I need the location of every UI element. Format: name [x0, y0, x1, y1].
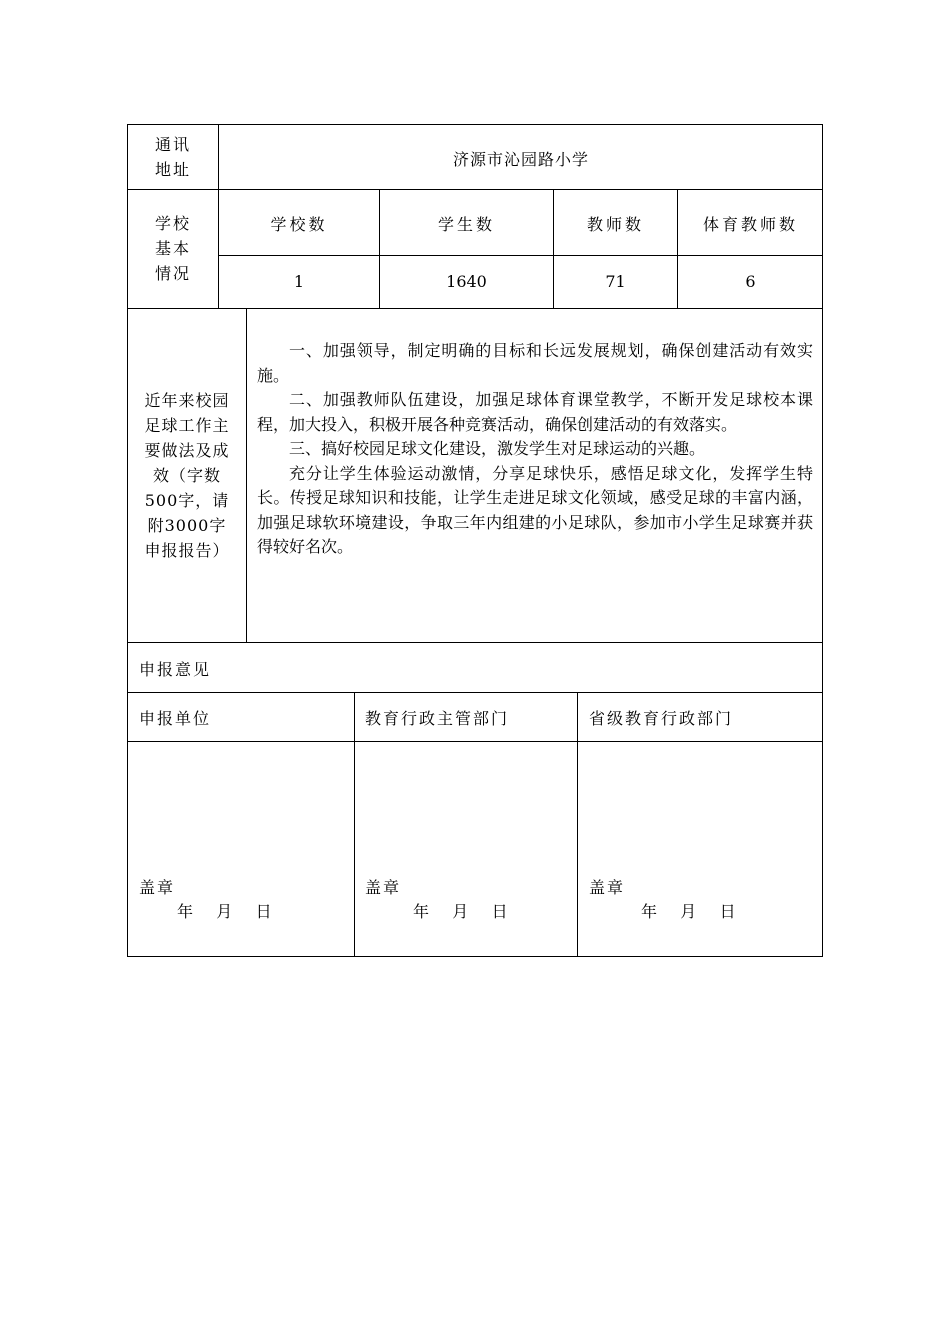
- basic-info-label: [128, 211, 218, 286]
- date-year: 年: [641, 902, 660, 921]
- practices-label-line: 近年来校园: [144, 391, 230, 410]
- practices-paragraph: 三、搞好校园足球文化建设，激发学生对足球运动的兴趣。: [289, 439, 706, 458]
- row-divider: [127, 692, 823, 693]
- column-divider: [677, 189, 678, 309]
- date-month: 月: [680, 902, 699, 921]
- date-day: 日: [491, 902, 510, 921]
- column-divider: [553, 189, 554, 309]
- column-divider: [246, 308, 247, 643]
- practices-label-line: 足球工作主: [144, 416, 230, 435]
- header-teacher-count: 教师数: [586, 215, 644, 234]
- opinion-col-edu-admin: 教育行政主管部门: [365, 709, 510, 728]
- address-label-line: 地址: [154, 160, 191, 179]
- row-divider: [127, 308, 823, 309]
- practices-label-line: 申报报告）: [144, 541, 230, 560]
- practices-label-line: 效（字数: [152, 466, 221, 485]
- date-line: [641, 899, 738, 922]
- seal-label: 盖章: [365, 878, 402, 897]
- row-divider: [218, 255, 823, 256]
- seal-label: 盖章: [589, 878, 626, 897]
- practices-label-line: 附3000字: [147, 516, 227, 535]
- basic-info-label-line: 情况: [154, 264, 191, 283]
- address-value: 济源市沁园路小学: [452, 150, 589, 169]
- opinion-col-applicant: 申报单位: [139, 709, 212, 728]
- value-student-count: 1640: [446, 272, 487, 291]
- date-day: 日: [255, 902, 274, 921]
- basic-info-label-line: 基本: [154, 239, 191, 258]
- date-year: 年: [413, 902, 432, 921]
- practices-paragraph: 二、加强教师队伍建设，加强足球体育课堂教学，不断开发足球校本课程，加大投入，积极开展各种竞赛活动，确保创建活动的有效落实。: [257, 390, 813, 434]
- header-student-count: 学生数: [437, 215, 495, 234]
- date-year: 年: [177, 902, 196, 921]
- column-divider: [379, 189, 380, 309]
- value-pe-teacher-count: 6: [745, 272, 756, 291]
- practices-paragraph: 一、加强领导，制定明确的目标和长远发展规划，确保创建活动有效实施。: [257, 341, 813, 385]
- row-divider: [127, 642, 823, 643]
- basic-info-label-line: 学校: [154, 214, 191, 233]
- value-school-count: 1: [293, 272, 305, 291]
- address-label-line: 通讯: [154, 135, 191, 154]
- address-label: [128, 132, 218, 182]
- column-divider: [577, 692, 578, 957]
- practices-paragraph: 充分让学生体验运动激情，分享足球快乐，感悟足球文化，发挥学生特长。传授足球知识和技能，让学生走进足球文化领域，感受足球的丰富内涵，加强足球软环境建设，争取三年内组建的小足球队，参加市小学生足球赛并获得较好名次。: [257, 463, 813, 556]
- date-line: [413, 899, 510, 922]
- practices-label-line: 要做法及成: [144, 441, 230, 460]
- practices-label: [128, 388, 246, 563]
- opinion-title: 申报意见: [139, 660, 212, 679]
- row-divider: [127, 189, 823, 190]
- value-teacher-count: 71: [605, 272, 626, 291]
- seal-label: 盖章: [139, 878, 176, 897]
- header-school-count: 学校数: [270, 215, 328, 234]
- practices-label-line: 500字，请: [144, 491, 230, 510]
- practices-content: [257, 339, 813, 560]
- date-month: 月: [452, 902, 471, 921]
- header-pe-teacher-count: 体育教师数: [702, 215, 798, 234]
- date-day: 日: [719, 902, 738, 921]
- date-month: 月: [216, 902, 235, 921]
- row-divider: [127, 741, 823, 742]
- opinion-col-provincial: 省级教育行政部门: [589, 709, 734, 728]
- date-line: [177, 899, 274, 922]
- column-divider: [354, 692, 355, 957]
